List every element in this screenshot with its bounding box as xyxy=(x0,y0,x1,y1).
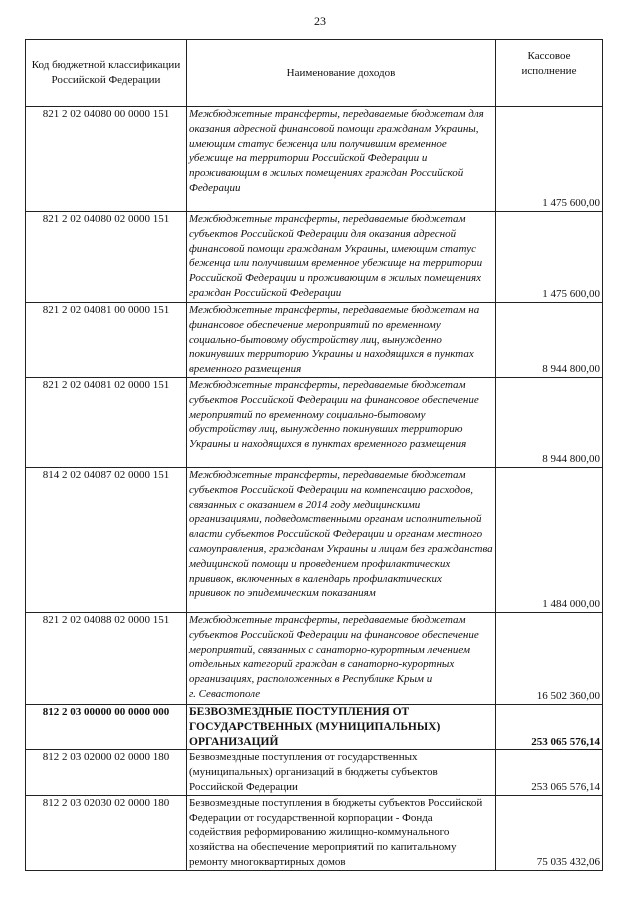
amount-cell: 16 502 360,00 xyxy=(496,613,603,705)
table-row xyxy=(26,212,603,303)
amount-cell: 8 944 800,00 xyxy=(496,303,603,378)
budget-code-cell: 821 2 02 04088 02 0000 151 xyxy=(26,613,187,705)
table-row-total xyxy=(26,705,603,750)
amount-cell: 1 484 000,00 xyxy=(496,468,603,613)
column-header-code: Код бюджетной классификации Российской Федерации xyxy=(26,40,187,107)
table-header-row xyxy=(26,40,603,107)
budget-code-cell: 821 2 02 04081 00 0000 151 xyxy=(26,303,187,378)
table-row xyxy=(26,468,603,613)
table-row xyxy=(26,378,603,468)
budget-code-cell: 812 2 03 02030 02 0000 180 xyxy=(26,795,187,870)
revenue-name-cell: Межбюджетные трансферты, передаваемые бюджетам субъектов Российской Федерации на финансовое обеспечение мероприятий по временному социально-бытовому обустройству лиц, вынужденно покинувших территорию Украины и находящихся в пунктах временного размещения xyxy=(187,378,496,468)
table-row xyxy=(26,795,603,870)
revenue-name-cell: Безвозмездные поступления в бюджеты субъектов Российской Федерации от государственной корпорации - Фонда содействия реформированию жилищно-коммунального хозяйства на обеспечение мероприятий по капитальному ремонту многоквартирных домов xyxy=(187,795,496,870)
amount-cell: 1 475 600,00 xyxy=(496,212,603,303)
budget-code-cell: 814 2 02 04087 02 0000 151 xyxy=(26,468,187,613)
table-row xyxy=(26,750,603,795)
amount-cell: 8 944 800,00 xyxy=(496,378,603,468)
revenue-name-cell: Межбюджетные трансферты, передаваемые бюджетам субъектов Российской Федерации для оказания адресной финансовой помощи гражданам Украины, имеющим статус беженца или получившим временное убежище на территории Российской Федерации и проживающим в жилых помещениях граждан Российской Федерации xyxy=(187,212,496,303)
column-header-name: Наименование доходов xyxy=(187,40,496,107)
revenue-name-cell: Межбюджетные трансферты, передаваемые бюджетам субъектов Российской Федерации на финансовое обеспечение мероприятий, связанных с санаторно-курортным лечением отдельных категорий граждан в санаторно-курортных организациях, расположенных в Республике Крым и г. Севастополе xyxy=(187,613,496,705)
revenue-name-cell: БЕЗВОЗМЕЗДНЫЕ ПОСТУПЛЕНИЯ ОТ ГОСУДАРСТВЕННЫХ (МУНИЦИПАЛЬНЫХ) ОРГАНИЗАЦИЙ xyxy=(187,705,496,750)
amount-cell: 75 035 432,06 xyxy=(496,795,603,870)
amount-cell: 253 065 576,14 xyxy=(496,705,603,750)
budget-code-cell: 821 2 02 04081 02 0000 151 xyxy=(26,378,187,468)
table-row xyxy=(26,613,603,705)
table-row xyxy=(26,303,603,378)
revenue-name-cell: Межбюджетные трансферты, передаваемые бюджетам на финансовое обеспечение мероприятий по временному социально-бытовому обустройству лиц, вынужденно покинувших территорию Украины и находящихся в пунктах временного размещения xyxy=(187,303,496,378)
amount-cell: 1 475 600,00 xyxy=(496,107,603,212)
budget-code-cell: 821 2 02 04080 02 0000 151 xyxy=(26,212,187,303)
column-header-amount: Кассовое исполнение xyxy=(496,40,603,107)
revenue-name-cell: Межбюджетные трансферты, передаваемые бюджетам для оказания адресной финансовой помощи гражданам Украины, имеющим статус беженца или получившим временное убежище на территории Российской Федерации и проживающим в жилых помещениях граждан Российской Федерации xyxy=(187,107,496,212)
table-row xyxy=(26,107,603,212)
revenue-table xyxy=(25,39,603,871)
revenue-name-cell: Межбюджетные трансферты, передаваемые бюджетам субъектов Российской Федерации на компенсацию расходов, связанных с оказанием в 2014 году медицинскими организациями, подведомственными органам исполнительной власти субъектов Российской Федерации и органам местного самоуправления, гражданам Украины и лицам без гражданства медицинской помощи и проведением профилактических прививок, включенных в календарь профилактических прививок по эпидемическим показаниям xyxy=(187,468,496,613)
revenue-name-cell: Безвозмездные поступления от государственных (муниципальных) организаций в бюджеты субъектов Российской Федерации xyxy=(187,750,496,795)
amount-cell: 253 065 576,14 xyxy=(496,750,603,795)
budget-code-cell: 812 2 03 02000 02 0000 180 xyxy=(26,750,187,795)
budget-code-cell: 812 2 03 00000 00 0000 000 xyxy=(26,705,187,750)
page-number: 23 xyxy=(314,14,326,28)
budget-code-cell: 821 2 02 04080 00 0000 151 xyxy=(26,107,187,212)
